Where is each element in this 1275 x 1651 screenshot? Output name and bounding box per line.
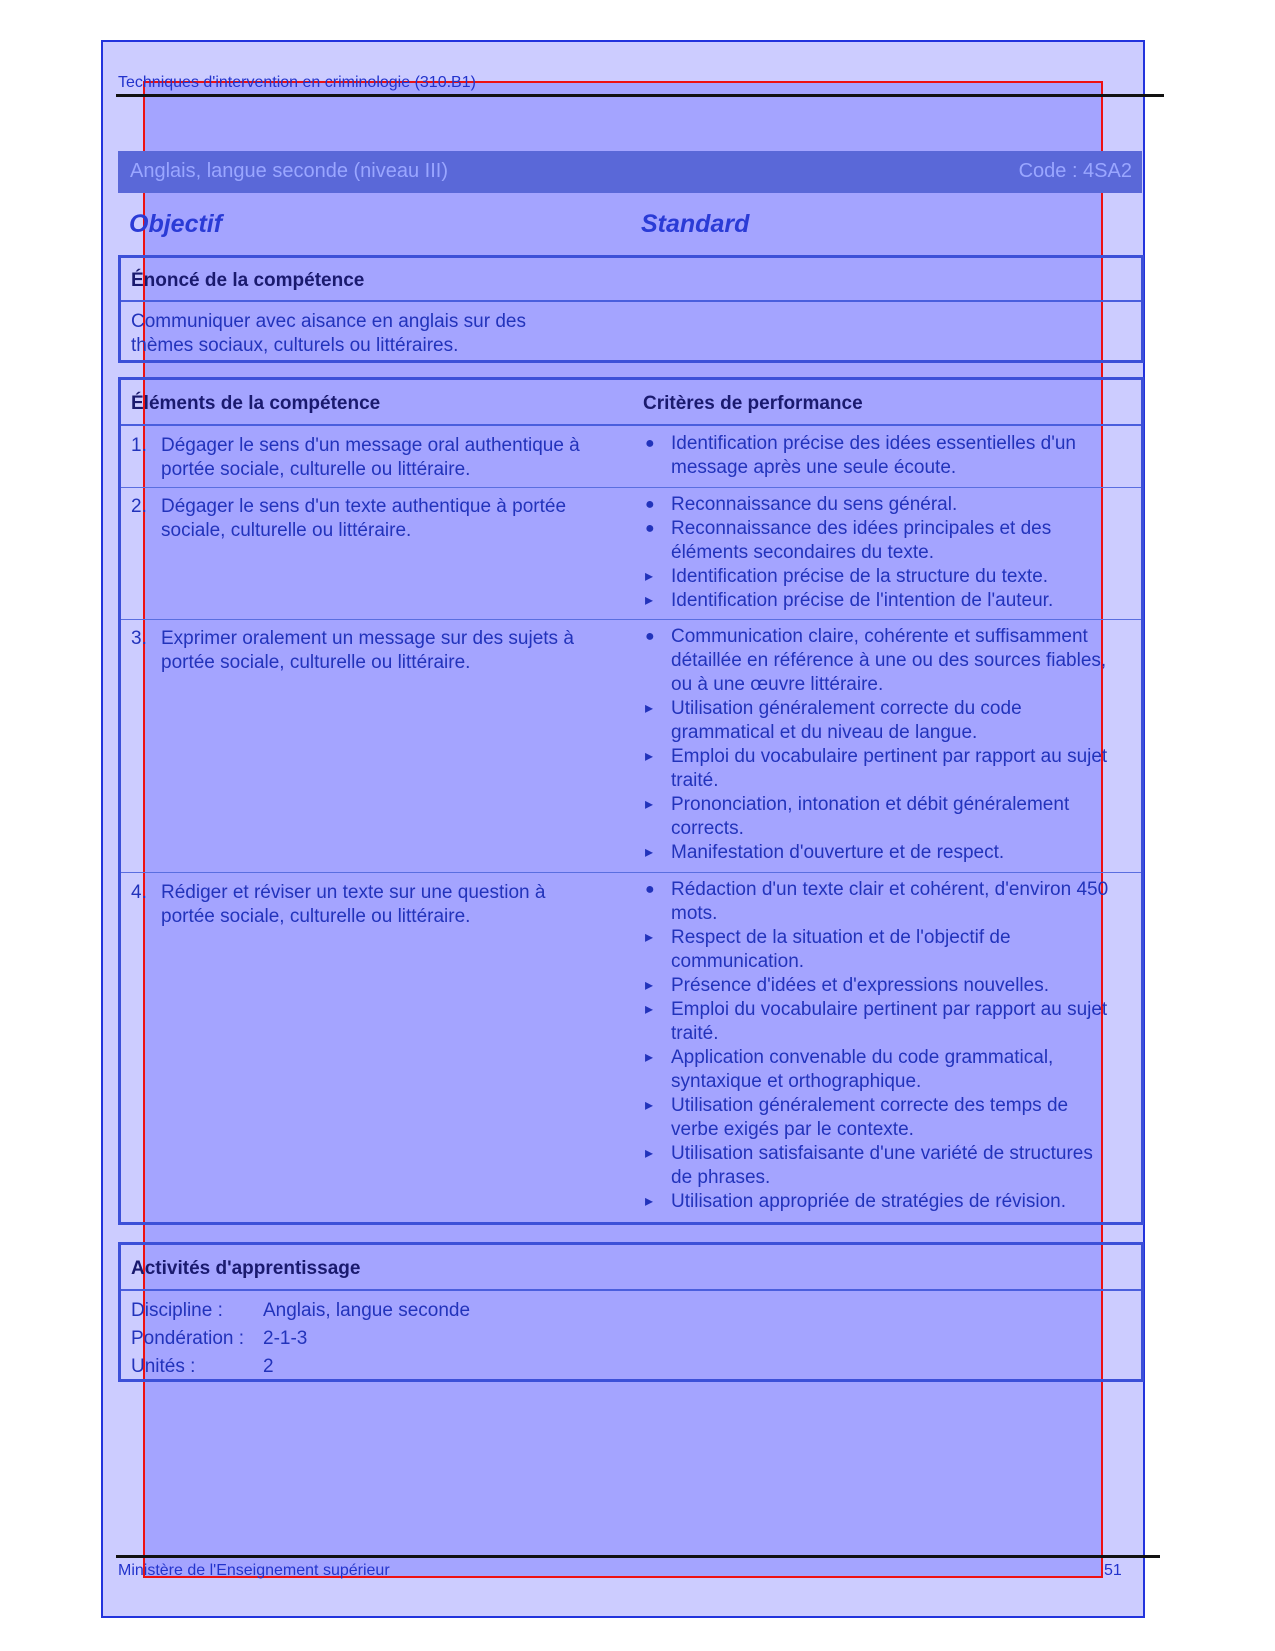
criteria-row-3 [643,625,1111,865]
enonce-text [131,310,526,358]
criterion-item: ▸ Respect de la situation et de l'objectif de communication. [645,927,1011,972]
criterion-item: ● Communication claire, cohérente et suffisamment détaillée en référence à une ou des sources fiables, ou à une œuvre littéraire. [645,626,1107,695]
criterion-item: ● Reconnaissance des idées principales et des éléments secondaires du texte. [645,518,1052,563]
unites-value: 2 [263,1356,274,1377]
unites-label: Unités : [131,1356,196,1377]
criterion-item: ▸ Présence d'idées et d'expressions nouvelles. [645,975,1049,996]
standard-heading: Standard [641,210,750,238]
criteres-heading: Critères de performance [643,393,863,414]
discipline-label: Discipline : [131,1300,223,1321]
discipline-value: Anglais, langue seconde [263,1300,471,1321]
header-rule [116,94,1164,97]
course-code: Code : 4SA2 [1018,160,1132,182]
element-row-4: 4. Rédiger et réviser un texte sur une question à portée sociale, culturelle ou littéraire. [131,882,546,927]
course-title: Anglais, langue seconde (niveau III) [130,160,448,182]
course-title-bar [118,151,1142,193]
criterion-item: ● Rédaction d'un texte clair et cohérent, d'environ 450 mots. [645,879,1109,924]
objectif-heading: Objectif [129,210,223,238]
element-row-3: 3. Exprimer oralement un message sur des sujets à portée sociale, culturelle ou littéraire. [131,628,574,673]
criterion-item: ▸ Identification précise de l'intention de l'auteur. [645,590,1054,611]
elements-heading: Éléments de la compétence [131,393,381,414]
element-row-1: 1. Dégager le sens d'un message oral authentique à portée sociale, culturelle ou littéraire. [131,435,580,480]
criterion-item: ▸ Identification précise de la structure du texte. [645,566,1049,587]
enonce-line-2: thèmes sociaux, culturels ou littéraires. [131,335,459,356]
element-row-2: 2. Dégager le sens d'un texte authentique à portée sociale, culturelle ou littéraire. [131,496,567,541]
competence-table [118,377,1144,1225]
criterion-item: ▸ Utilisation satisfaisante d'une variété de structures de phrases. [645,1143,1093,1188]
page-number: 51 [1104,1562,1122,1579]
activites-box [118,1242,1144,1382]
criterion-item: ▸ Utilisation appropriée de stratégies de révision. [645,1191,1066,1212]
enonce-line-1: Communiquer avec aisance en anglais sur des [131,311,526,332]
criterion-item: ▸ Utilisation généralement correcte du code grammatical et du niveau de langue. [645,698,1022,743]
criteria-row-2 [643,493,1111,613]
criterion-item: ▸ Prononciation, intonation et débit généralement corrects. [645,794,1070,839]
criteria-row-1 [643,432,1111,480]
footer-ministry: Ministère de l'Enseignement supérieur [118,1562,390,1579]
criterion-item: ▸ Emploi du vocabulaire pertinent par rapport au sujet traité. [645,746,1108,791]
criteria-row-4 [643,878,1111,1214]
footer-rule [116,1555,1160,1558]
criterion-item: ▸ Manifestation d'ouverture et de respect. [645,842,1005,863]
criterion-item: ● Identification précise des idées essentielles d'un message après une seule écoute. [645,433,1076,478]
ponderation-label: Pondération : [131,1328,245,1349]
criterion-item: ▸ Utilisation généralement correcte des temps de verbe exigés par le contexte. [645,1095,1069,1140]
program-header: Techniques d'intervention en criminologie (310.B1) [118,74,476,91]
criterion-item: ▸ Application convenable du code grammatical, syntaxique et orthographique. [645,1047,1054,1092]
enonce-heading: Énoncé de la compétence [131,270,365,291]
activites-heading: Activités d'apprentissage [131,1258,361,1279]
activites-details [131,1297,470,1381]
enonce-box [118,255,1144,363]
criterion-item: ▸ Emploi du vocabulaire pertinent par rapport au sujet traité. [645,999,1108,1044]
ponderation-value: 2-1-3 [263,1328,308,1349]
criterion-item: ● Reconnaissance du sens général. [645,494,958,515]
